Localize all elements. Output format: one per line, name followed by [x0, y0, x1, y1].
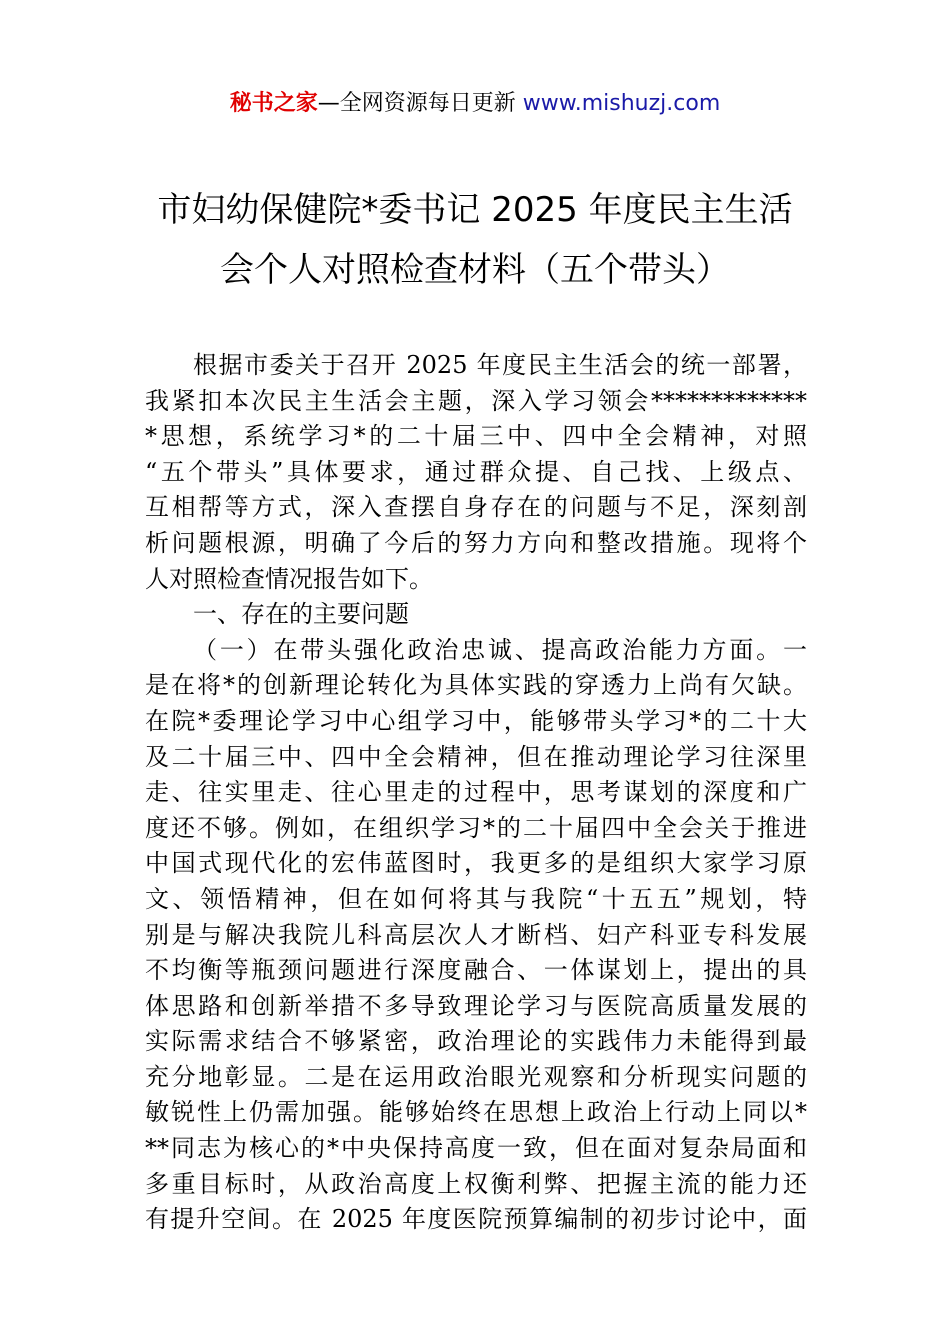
body-line: 及二十届三中、四中全会精神，但在推动理论学习往深里: [145, 742, 807, 771]
site-banner: [0, 88, 950, 120]
slogan-text: —全网资源每日更新: [317, 91, 523, 116]
body-line: 中国式现代化的宏伟蓝图时，我更多的是组织大家学习原: [145, 849, 807, 878]
title-line-2: 会个人对照检查材料（五个带头）: [220, 250, 730, 290]
body-line: 不均衡等瓶颈问题进行深度融合、一体谋划上，提出的具: [145, 956, 807, 985]
body-line: 我紧扣本次民主生活会主题，深入学习领会*************: [145, 386, 807, 415]
body-line: 充分地彰显。二是在运用政治眼光观察和分析现实问题的: [145, 1062, 807, 1091]
body-line: 是在将*的创新理论转化为具体实践的穿透力上尚有欠缺。: [145, 671, 807, 700]
title-line-1: 市妇幼保健院*委书记 2025 年度民主生活: [157, 190, 793, 230]
body-line: 体思路和创新举措不多导致理论学习与医院高质量发展的: [145, 991, 807, 1020]
body-line: 互相帮等方式，深入查摆自身存在的问题与不足，深刻剖: [145, 493, 807, 522]
body-line: 走、往实里走、往心里走的过程中，思考谋划的深度和广: [145, 778, 807, 807]
brand-name: 秘书之家: [229, 91, 318, 116]
body-line: 根据市委关于召开 2025 年度民主生活会的统一部署，: [193, 351, 807, 379]
body-line: 别是与解决我院儿科高层次人才断档、妇产科亚专科发展: [145, 920, 807, 949]
body-line: 多重目标时，从政治高度上权衡利弊、把握主流的能力还: [145, 1169, 807, 1198]
body-line: 敏锐性上仍需加强。能够始终在思想上政治上行动上同以*: [145, 1098, 807, 1127]
body-line: 实际需求结合不够紧密，政治理论的实践伟力未能得到最: [145, 1027, 807, 1056]
site-url[interactable]: www.mishuzj.com: [522, 91, 721, 116]
body-line: 析问题根源，明确了今后的努力方向和整改措施。现将个: [145, 528, 807, 557]
body-line: 人对照检查情况报告如下。: [145, 564, 433, 593]
body-line: 有提升空间。在 2025 年度医院预算编制的初步讨论中，面: [145, 1205, 807, 1234]
body-line: 在院*委理论学习中心组学习中，能够带头学习*的二十大: [145, 706, 807, 735]
body-line: **同志为核心的*中央保持高度一致，但在面对复杂局面和: [145, 1134, 807, 1163]
body-line: “五个带头”具体要求，通过群众提、自己找、上级点、: [145, 457, 807, 486]
document-title: [145, 180, 805, 300]
body-line: 文、领悟精神，但在如何将其与我院“十五五”规划，特: [145, 884, 807, 913]
section-heading: 一、存在的主要问题: [193, 600, 409, 629]
body-line: 度还不够。例如，在组织学习*的二十届四中全会关于推进: [145, 813, 807, 842]
body-line: *思想，系统学习*的二十届三中、四中全会精神，对照: [145, 422, 807, 451]
document-body: [145, 348, 807, 1238]
body-line: （一）在带头强化政治忠诚、提高政治能力方面。一: [193, 635, 807, 664]
